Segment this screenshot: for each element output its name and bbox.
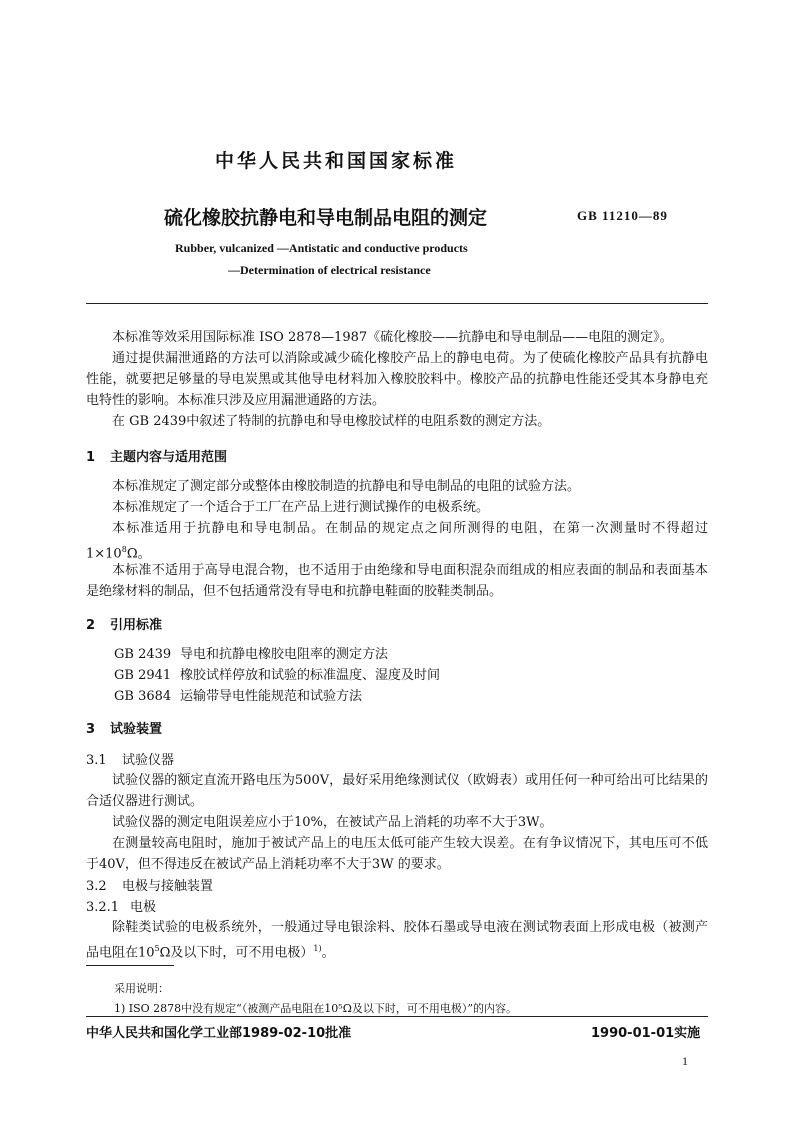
section-3-heading bbox=[86, 718, 162, 737]
paragraph-text: 除鞋类试验的电极系统外，一般通过导电银涂料、胶体石墨或导电液在测试物表面上形成电极（被测产品电阻在10 bbox=[86, 920, 708, 961]
section-number: 2 bbox=[86, 618, 96, 633]
footnote-label: 采用说明： bbox=[114, 982, 169, 995]
subsection-title: 电极 bbox=[130, 900, 157, 915]
subsection-3-1-paragraph-2: 试验仪器的测定电阻误差应小于10%，在被试产品上消耗的功率不大于3W。 bbox=[112, 815, 553, 830]
intro-paragraph-3: 在 GB 2439中叙述了特制的抗静电和导电橡胶试样的电阻系数的测定方法。 bbox=[112, 414, 551, 429]
section-number: 3 bbox=[86, 722, 96, 737]
header-divider bbox=[86, 303, 708, 304]
subsection-number: 3.1 bbox=[86, 753, 107, 768]
reference-code: GB 3684 bbox=[114, 689, 172, 704]
subsection-title: 试验仪器 bbox=[122, 753, 175, 768]
standard-code: GB 11210—89 bbox=[577, 208, 668, 223]
superscript: 8 bbox=[121, 545, 127, 554]
approval-line: 中华人民共和国化学工业部1989-02-10批准 bbox=[86, 1026, 352, 1041]
reference-title: 运输带导电性能规范和试验方法 bbox=[180, 689, 363, 704]
paragraph-text: 。 bbox=[321, 945, 335, 961]
section-1-heading bbox=[86, 446, 227, 465]
effective-date: 1990-01-01实施 bbox=[591, 1026, 701, 1041]
document-title-en-2: —Determination of electrical resistance bbox=[228, 263, 431, 277]
section-1-paragraph-2: 本标准规定了一个适合于工厂在产品上进行测试操作的电极系统。 bbox=[112, 500, 490, 515]
section-title: 主题内容与适用范围 bbox=[110, 450, 228, 465]
subsection-3-2-1-paragraph-1 bbox=[86, 917, 708, 963]
paragraph-text: Ω。 bbox=[126, 546, 151, 562]
intro-paragraph-1: 本标准等效采用国际标准 ISO 2878—1987《硫化橡胶——抗静电和导电制品——电阻的测定》。 bbox=[112, 330, 673, 345]
reference-code: GB 2941 bbox=[114, 668, 172, 683]
section-1-paragraph-1: 本标准规定了测定部分或整体由橡胶制造的抗静电和导电制品的电阻的试验方法。 bbox=[112, 479, 581, 494]
subsection-3-2-1-heading bbox=[86, 896, 156, 915]
reference-item bbox=[114, 685, 362, 704]
intro-paragraph-2: 通过提供漏泄通路的方法可以消除或减少硫化橡胶产品上的静电电荷。为了使硫化橡胶产品具有抗静电性能，就要把足够量的导电炭黑或其他导电材料加入橡胶胶料中。橡胶产品的抗静电性能还受其本身静电充电特性的影响。本标准只涉及应用漏泄通路的方法。 bbox=[86, 351, 708, 408]
document-title-en-1: Rubber, vulcanized —Antistatic and conductive products bbox=[175, 241, 468, 255]
footnote-divider bbox=[86, 965, 174, 966]
reference-title: 橡胶试样停放和试验的标准温度、湿度及时间 bbox=[180, 668, 441, 683]
reference-item bbox=[114, 664, 440, 683]
footnote-text: 1) ISO 2878中没有规定“（被测产品电阻在10⁵Ω及以下时，可不用电极）”的内容。 bbox=[114, 1002, 517, 1015]
page-number: 1 bbox=[682, 1054, 688, 1068]
document-title-cn: 硫化橡胶抗静电和导电制品电阻的测定 bbox=[164, 207, 488, 229]
reference-code: GB 2439 bbox=[114, 647, 172, 662]
reference-item bbox=[114, 643, 388, 662]
superscript: 5 bbox=[154, 944, 160, 953]
paragraph-text: Ω及以下时，可不用电极） bbox=[159, 945, 314, 961]
subsection-number: 3.2 bbox=[86, 879, 107, 894]
section-1-paragraph-4: 本标准不适用于高导电混合物，也不适用于由绝缘和导电面积混杂而组成的相应表面的制品和表面基本是绝缘材料的制品，但不包括通常没有导电和抗静电鞋面的胶鞋类制品。 bbox=[86, 563, 708, 599]
subsection-3-1-heading bbox=[86, 749, 174, 768]
footnote-marker: 1) bbox=[313, 944, 322, 953]
section-1-paragraph-3 bbox=[86, 518, 708, 564]
section-number: 1 bbox=[86, 450, 96, 465]
section-title: 引用标准 bbox=[110, 618, 163, 633]
subsection-3-1-paragraph-1: 试验仪器的额定直流开路电压为500V，最好采用绝缘测试仪（欧姆表）或用任何一种可给出可比结果的合适仪器进行测试。 bbox=[86, 773, 708, 809]
paragraph-text: 本标准适用于抗静电和导电制品。在制品的规定点之间所测得的电阻，在第一次测量时不得超过1×10 bbox=[86, 521, 708, 562]
footer-divider bbox=[86, 1016, 708, 1017]
reference-title: 导电和抗静电橡胶电阻率的测定方法 bbox=[180, 647, 389, 662]
standard-org-title: 中华人民共和国国家标准 bbox=[215, 150, 458, 172]
subsection-3-2-heading bbox=[86, 875, 213, 894]
section-title: 试验装置 bbox=[110, 722, 163, 737]
section-2-heading bbox=[86, 614, 162, 633]
subsection-title: 电极与接触装置 bbox=[122, 879, 214, 894]
subsection-number: 3.2.1 bbox=[86, 900, 120, 915]
subsection-3-1-paragraph-3: 在测量较高电阻时，施加于被试产品上的电压太低可能产生较大误差。在有争议情况下，其电压可不低于40V，但不得违反在被试产品上消耗功率不大于3W 的要求。 bbox=[86, 836, 708, 872]
